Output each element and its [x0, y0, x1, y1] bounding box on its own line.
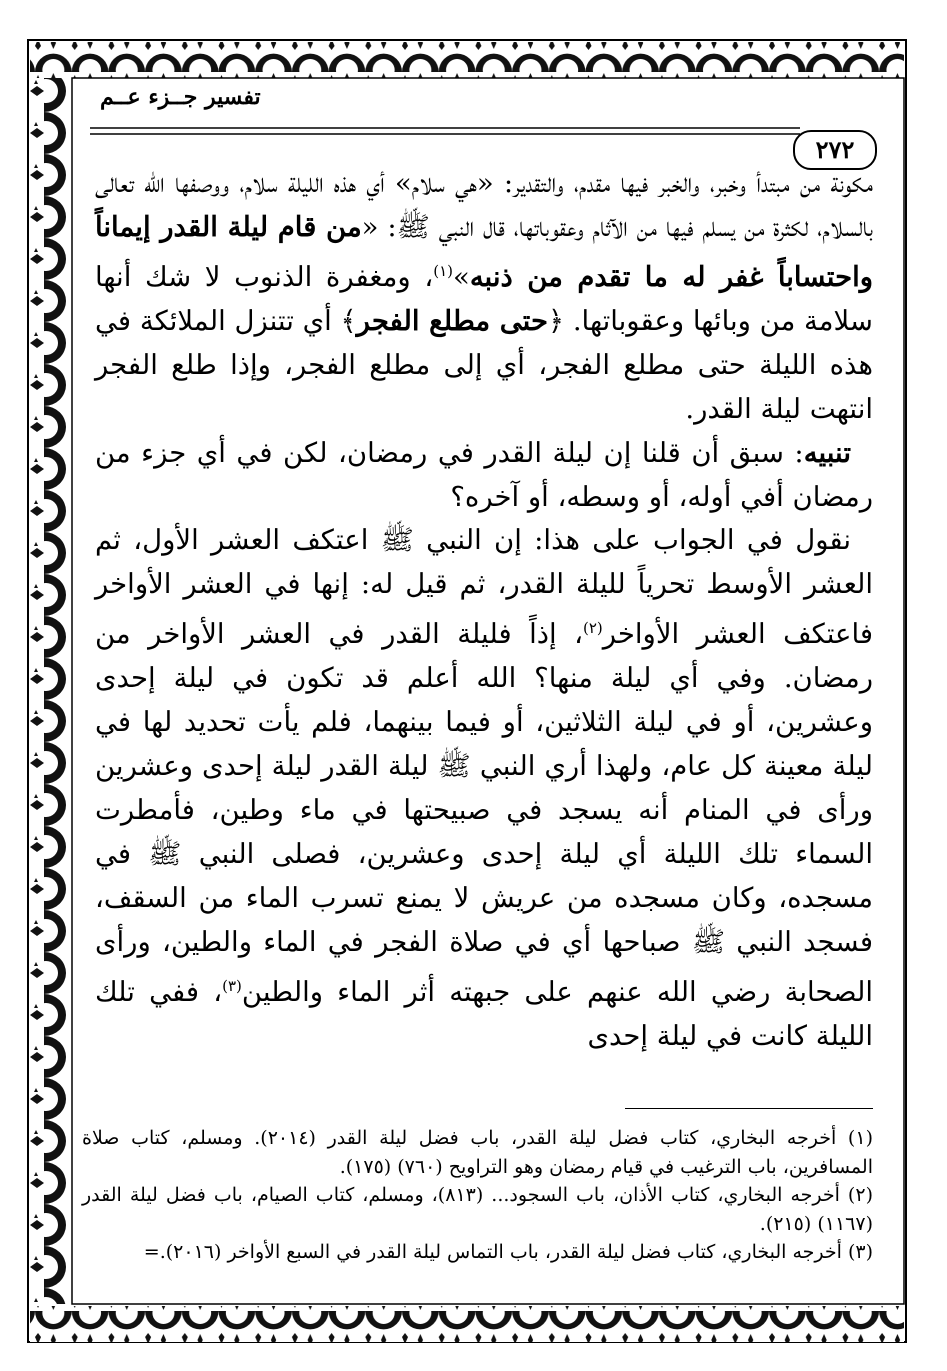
footnote-ref-1: (١) [433, 261, 453, 280]
hadith-quote: من قام ليلة القدر إيماناً واحتساباً غفر له ما تقدم من ذنبه [95, 210, 874, 293]
paragraph-1: مكونة من مبتدأ وخبر، والخبر فيها مقدم، والتقدير: «هي سلام» أي هذه الليلة سلام، ووصفها الله تعالى بالسلام، لكثرة من يسلم فيها من الآثام وعقوباتها، قال النبي ﷺ: «من قام ليلة القدر إيماناً واحتساباً غفر له ما تقدم من ذنبه»$^{(١)}$، ومغفرة الذنوب لا شك أنها سلامة من وبائها وعقوباتها. ﴿حتى مطلع الفجر﴾ أي تتنزل الملائكة في هذه الليلة حتى مطلع الفجر، أي إلى مطلع الفجر، وإذا طلع الفجر انتهت ليلة القدر. [95, 167, 874, 425]
bottom-ornament-band [30, 1306, 904, 1342]
top-ornament-band [30, 42, 904, 78]
paragraph-3: نقول في الجواب على هذا: إن النبي ﷺ اعتكف العشر الأول، ثم العشر الأوسط تحرياً لليلة القدر، ثم قيل له: إنها في العشر الأواخر فاعتكف العشر الأواخر$^{(٢)}$، إذاً فليلة القدر في العشر الأواخر من رمضان. وفي أي ليلة منها؟ الله أعلم قد تكون في ليلة إحدى وعشرين، أو في ليلة الثلاثين، أو فيما بينهما، فلم يأت تحديد لها في ليلة معينة كل عام، ولهذا أري النبي ﷺ ليلة القدر ليلة إحدى وعشرين ورأى في المنام أنه يسجد في صبيحتها في ماء وطين، فأمطرت السماء تلك الليلة أي ليلة إحدى وعشرين، فصلى النبي ﷺ في مسجده، وكان مسجده من عريش لا يمنع تسرب الماء من السقف، فسجد النبي ﷺ صباحها أي في صلاة الفجر في الماء والطين، ورأى الصحابة رضي الله عنهم على جبهته أثر الماء والطين$^{(٣)}$، ففي تلك الليلة كانت في ليلة إحدى [95, 524, 873, 1052]
left-ornament-band [30, 78, 72, 1304]
running-header-title: تفسير جــزء عــم [100, 84, 261, 110]
paragraph-2: تنبيه: سبق أن قلنا إن ليلة القدر في رمضان، لكن في أي جزء من رمضان أفي أوله، أو وسطه، أو آخره؟ [95, 436, 873, 513]
footnote-ref-3: (٣) [222, 976, 242, 995]
footnote-2: (٢) أخرجه البخاري، كتاب الأذان، باب السجود... (٨١٣)، ومسلم، كتاب الصيام، باب فضل ليلة القدر (١١٦٧) (٢١٥). [82, 1184, 873, 1235]
main-text [95, 162, 873, 1084]
footnote-1: (١) أخرجه البخاري، كتاب فضل ليلة القدر، باب فضل ليلة القدر (٢٠١٤). ومسلم، كتاب صلاة المسافرين، باب الترغيب في قيام رمضان وهو التراويح (٧٦٠) (١٧٥). [82, 1127, 873, 1178]
footnote-ref-2: (٢) [582, 619, 603, 638]
footnote-separator [625, 1108, 873, 1109]
footnotes [82, 1124, 873, 1267]
footnote-3: (٣) أخرجه البخاري، كتاب فضل ليلة القدر، باب التماس ليلة القدر في السبع الأواخر (٢٠١٦).= [143, 1241, 873, 1263]
page-number: ٢٧٢ [793, 130, 877, 170]
note-label: تنبيه [803, 436, 851, 469]
quran-verse: حتى مطلع الفجر [356, 304, 548, 337]
